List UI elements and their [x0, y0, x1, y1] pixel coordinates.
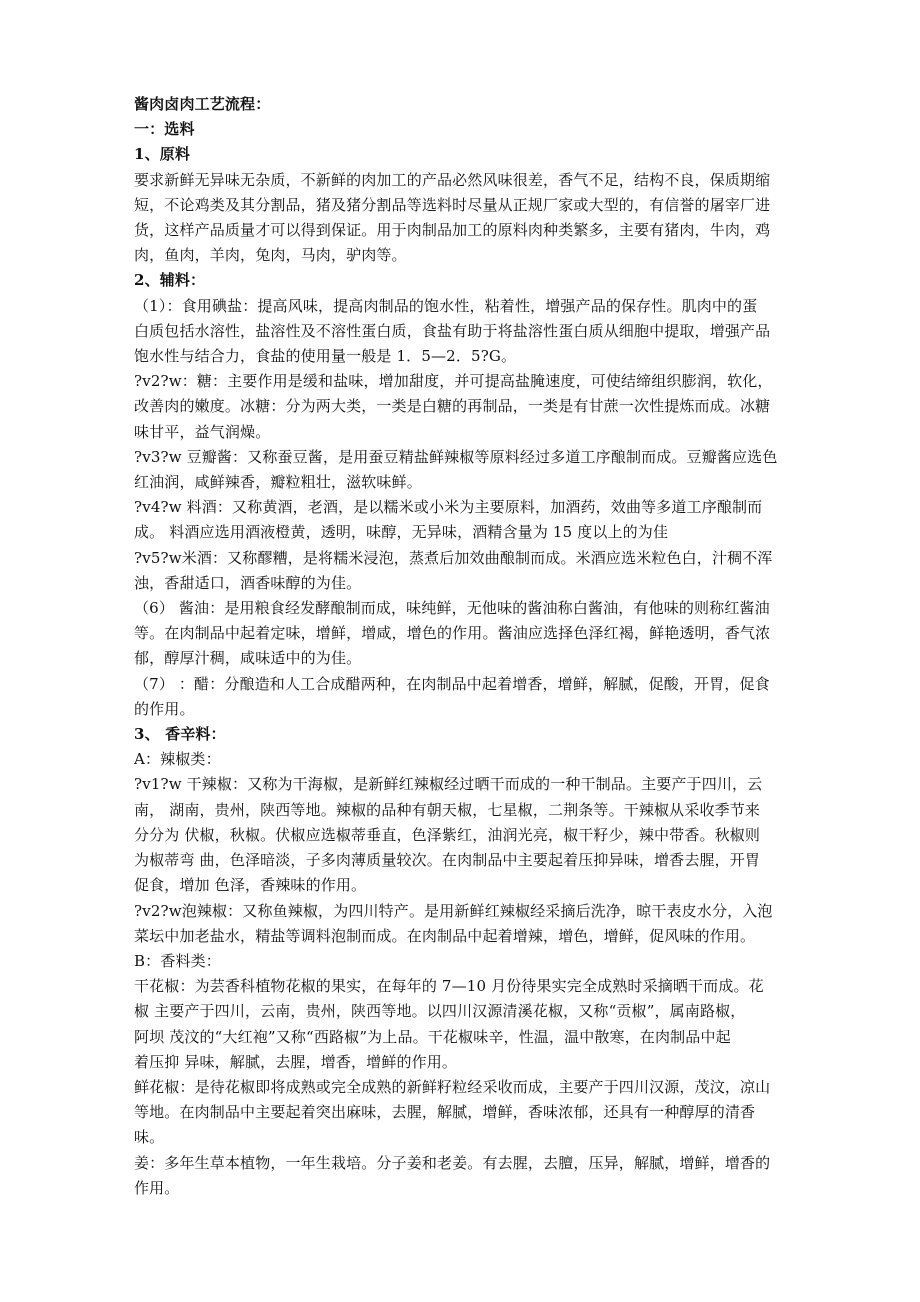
paragraph [134, 949, 810, 974]
section-heading [134, 117, 810, 142]
text-line: 干花椒：为芸香科植物花椒的果实，在每年的 7—10 月份待果实完全成熟时采摘晒干而成。花 [134, 977, 764, 996]
document-title: 酱肉卤肉工艺流程： [134, 95, 271, 113]
text-line: ?v4?w 料酒：又称黄酒，老酒，是以糯米或小米为主要原料，加酒药，效曲等多道工序酿制而 [134, 498, 763, 517]
text-line: ?v2?w泡辣椒：又称鱼辣椒，为四川特产。是用新鲜红辣椒经采摘后洗净，晾干表皮水分，入泡 [134, 901, 773, 920]
text-line: 红油润，咸鲜辣香，瓣粒粗壮，滋软味鲜。 [134, 473, 422, 492]
paragraph [134, 772, 810, 898]
text-line: B：香料类： [134, 951, 221, 970]
section-heading [134, 268, 810, 293]
text-line: 1、原料 [134, 145, 191, 164]
text-line: 3、 香辛料： [134, 725, 226, 744]
text-line: ?v1?w 干辣椒：又称为干海椒，是新鲜红辣椒经过晒干而成的一种干制品。主要产于四川，云 [134, 775, 763, 794]
text-line: 饱水性与结合力，食盐的使用量一般是 1．5—2．5?G。 [134, 347, 517, 366]
text-line: 郁，醇厚汁稠，咸味适中的为佳。 [134, 649, 362, 668]
paragraph [134, 672, 810, 722]
text-line: 改善肉的嫩度。冰糖：分为两大类，一类是白糖的再制品，一类是有甘蔗一次性提炼而成。冰糖 [134, 397, 771, 416]
text-line: 作用。 [134, 1178, 180, 1197]
text-line: 促食，增加 色泽，香辣味的作用。 [134, 876, 367, 895]
paragraph [134, 747, 810, 772]
paragraph [134, 596, 810, 672]
section-heading [134, 722, 810, 747]
section-heading [134, 142, 810, 167]
text-line: 要求新鲜无异味无杂质，不新鲜的肉加工的产品必然风味很差，香气不足，结构不良，保质期缩 [134, 170, 771, 189]
text-line: （6） 酱油：是用粮食经发酵酿制而成，味纯鲜，无他味的酱油称白酱油，有他味的则称红酱油 [134, 599, 770, 618]
text-line: 短，不论鸡类及其分割品，猪及猪分割品等选料时尽量从正规厂家或大型的，有信誉的屠宰厂进 [134, 195, 771, 214]
text-line: A：辣椒类： [134, 750, 221, 769]
text-line: 椒 主要产于四川，云南，贵州，陕西等地。以四川汉源清溪花椒，又称“贡椒”，属南路椒， [134, 1002, 746, 1021]
text-line: 姜：多年生草本植物，一年生栽培。分子姜和老姜。有去腥，去膻，压异，解腻，增鲜，增香的 [134, 1153, 771, 1172]
paragraph [134, 369, 810, 445]
text-line: 分分为 伏椒，秋椒。伏椒应选椒蒂垂直，色泽紫红，油润光亮，椒干籽少，辣中带香。秋椒则 [134, 825, 761, 844]
text-line: 菜坛中加老盐水，精盐等调料泡制而成。在肉制品中起着增辣，增色，增鲜，促风味的作用。 [134, 926, 756, 945]
text-line: ?v2?w：糖：主要作用是缓和盐味，增加甜度，并可提高盐腌速度，可使结缔组织膨润，软化， [134, 372, 773, 391]
text-line: （1）：食用碘盐：提高风味，提高肉制品的饱水性，粘着性，增强产品的保存性。肌肉中的蛋 [134, 296, 758, 315]
text-line: 成。 料酒应选用酒液橙黄，透明，味醇，无异味，酒精含量为 15 度以上的为佳 [134, 523, 669, 542]
text-line: 货，这样产品质量才可以得到保证。用于肉制品加工的原料肉种类繁多，主要有猪肉，牛肉，鸡 [134, 221, 771, 240]
paragraph [134, 495, 810, 545]
paragraph [134, 294, 810, 370]
text-line: ?v5?w米酒：又称醪糟，是将糯米浸泡，蒸煮后加效曲酿制而成。米酒应选米粒色白，汁稠不浑 [134, 548, 773, 567]
text-line: 白质包括水溶性，盐溶性及不溶性蛋白质，食盐有助于将盐溶性蛋白质从细胞中提取，增强产品 [134, 321, 771, 340]
text-line: 浊，香甜适口，酒香味醇的为佳。 [134, 573, 362, 592]
text-line: ?v3?w 豆瓣酱：又称蚕豆酱，是用蚕豆精盐鲜辣椒等原料经过多道工序酿制而成。豆瓣酱应选色 [134, 447, 778, 466]
paragraph [134, 1075, 810, 1151]
paragraph [134, 974, 810, 1075]
text-line: 南， 湖南，贵州，陕西等地。辣椒的品种有朝天椒，七星椒，二荆条等。干辣椒从采收季节来 [134, 800, 761, 819]
text-line: 味。 [134, 1128, 165, 1147]
text-line: 2、辅料： [134, 271, 206, 290]
text-line: 等地。在肉制品中主要起着突出麻味，去腥，解腻，增鲜，香味浓郁，还具有一种醇厚的清香 [134, 1103, 756, 1122]
text-line: 等。在肉制品中起着定味，增鲜，增咸，增色的作用。酱油应选择色泽红褐，鲜艳透明，香气浓 [134, 624, 771, 643]
text-line: 为椒蒂弯 曲，色泽暗淡，子多肉薄质量较次。在肉制品中主要起着压抑异味，增香去腥，开胃 [134, 851, 761, 870]
text-line: 的作用。 [134, 699, 195, 718]
text-line: 着压抑 异味，解腻，去腥，增香，增鲜的作用。 [134, 1052, 458, 1071]
paragraph [134, 445, 810, 495]
paragraph [134, 546, 810, 596]
paragraph [134, 899, 810, 949]
paragraph [134, 168, 810, 269]
text-line: 肉，鱼肉，羊肉，兔肉，马肉，驴肉等。 [134, 246, 407, 265]
document-body [134, 117, 810, 1201]
text-line: 一：选料 [134, 120, 195, 139]
text-line: 味甘平，益气润燥。 [134, 422, 271, 441]
paragraph [134, 1151, 810, 1201]
text-line: （7） ：醋：分酿造和人工合成醋两种，在肉制品中起着增香，增鲜，解腻，促酸，开胃，促食 [134, 674, 770, 693]
text-line: 阿坝 茂汶的“大红袍”又称“西路椒”为上品。干花椒味辛，性温，温中散寒，在肉制品中起 [134, 1027, 731, 1046]
text-line: 鲜花椒：是待花椒即将成熟或完全成熟的新鲜籽粒经采收而成，主要产于四川汉源，茂汶，凉山 [134, 1077, 771, 1096]
